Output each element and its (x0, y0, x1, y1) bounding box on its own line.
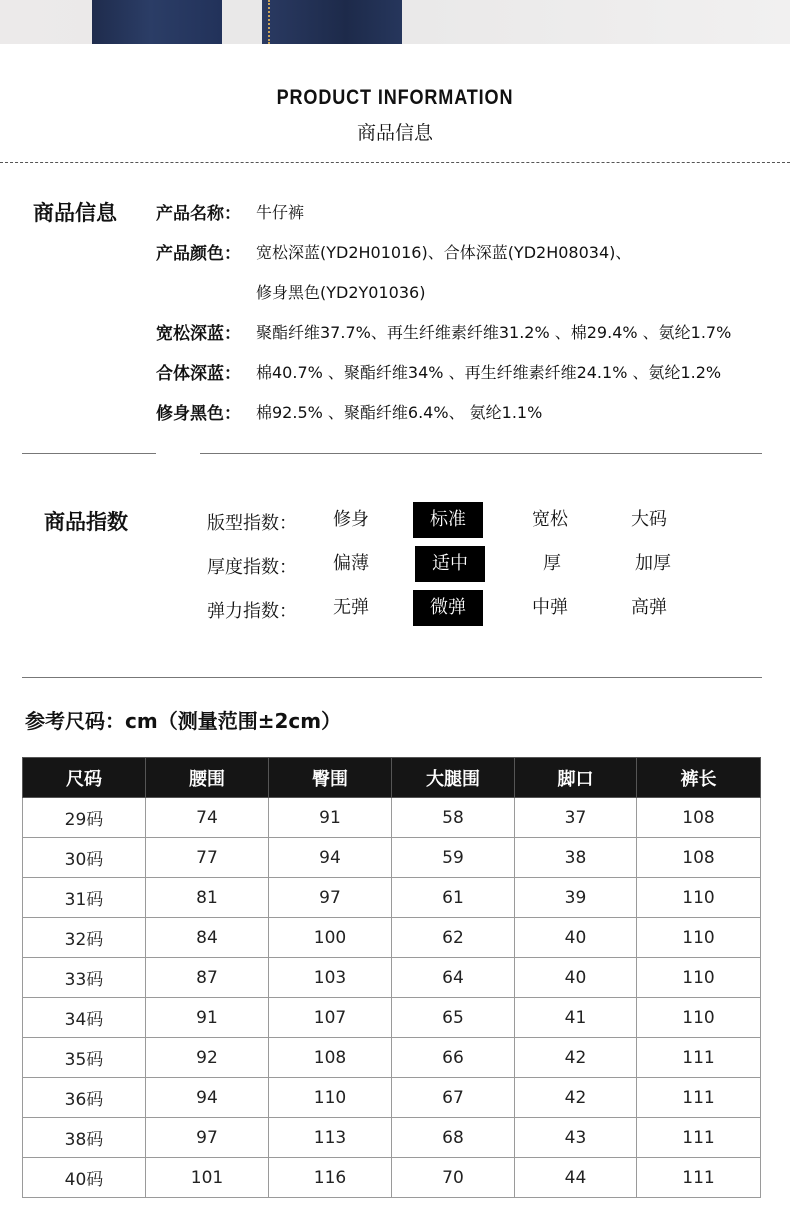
table-cell-waist: 94 (146, 1078, 269, 1118)
index-option-stretch-none: 无弹 (333, 597, 369, 618)
jeans-seam (268, 0, 272, 44)
section-divider-left (22, 453, 156, 454)
info-label-fit-blue: 合体深蓝： (156, 364, 241, 384)
table-cell-length: 110 (637, 958, 761, 998)
table-cell-hip: 107 (269, 998, 392, 1038)
index-label-stretch: 弹力指数： (207, 601, 297, 622)
index-option-stretch-high: 高弹 (631, 597, 667, 618)
table-cell-size: 30码 (23, 838, 146, 878)
table-cell-size: 29码 (23, 798, 146, 838)
table-cell-size: 38码 (23, 1118, 146, 1158)
table-cell-thigh: 58 (392, 798, 515, 838)
index-option-thickness-medium-selected: 适中 (415, 546, 485, 582)
table-cell-waist: 91 (146, 998, 269, 1038)
table-cell-length: 111 (637, 1158, 761, 1198)
table-row (23, 878, 761, 918)
table-cell-hem: 40 (515, 958, 637, 998)
table-cell-size: 34码 (23, 998, 146, 1038)
table-cell-hem: 44 (515, 1158, 637, 1198)
info-value-color-cont: 修身黑色(YD2Y01036) (256, 283, 426, 302)
table-cell-thigh: 66 (392, 1038, 515, 1078)
index-option-fit-loose: 宽松 (532, 509, 568, 530)
table-row (23, 1078, 761, 1118)
table-cell-waist: 87 (146, 958, 269, 998)
column-header-hip: 臀围 (269, 758, 392, 798)
table-cell-hem: 41 (515, 998, 637, 1038)
table-cell-hem: 42 (515, 1038, 637, 1078)
table-cell-length: 108 (637, 838, 761, 878)
table-row (23, 1158, 761, 1198)
table-row (23, 1038, 761, 1078)
info-label-name: 产品名称： (156, 204, 241, 224)
table-cell-hip: 116 (269, 1158, 392, 1198)
table-row (23, 838, 761, 878)
table-cell-hem: 39 (515, 878, 637, 918)
info-label-loose-blue: 宽松深蓝： (156, 324, 241, 344)
table-cell-thigh: 64 (392, 958, 515, 998)
table-cell-size: 33码 (23, 958, 146, 998)
table-cell-thigh: 70 (392, 1158, 515, 1198)
table-cell-hem: 43 (515, 1118, 637, 1158)
table-cell-length: 110 (637, 918, 761, 958)
table-cell-length: 110 (637, 998, 761, 1038)
column-header-waist: 腰围 (146, 758, 269, 798)
info-label-color: 产品颜色： (156, 244, 241, 264)
table-cell-size: 31码 (23, 878, 146, 918)
table-cell-waist: 74 (146, 798, 269, 838)
table-cell-waist: 84 (146, 918, 269, 958)
section-divider-full (22, 677, 762, 678)
table-cell-length: 110 (637, 878, 761, 918)
size-table (22, 757, 761, 1198)
table-cell-hem: 38 (515, 838, 637, 878)
table-cell-waist: 81 (146, 878, 269, 918)
section-divider-right (200, 453, 762, 454)
table-cell-hem: 42 (515, 1078, 637, 1118)
table-cell-hip: 94 (269, 838, 392, 878)
table-row (23, 1118, 761, 1158)
table-cell-length: 111 (637, 1078, 761, 1118)
info-value-color: 宽松深蓝(YD2H01016)、合体深蓝(YD2H08034)、 (256, 243, 632, 262)
index-option-fit-standard-selected: 标准 (413, 502, 483, 538)
table-cell-size: 32码 (23, 918, 146, 958)
table-cell-size: 36码 (23, 1078, 146, 1118)
column-header-thigh: 大腿围 (392, 758, 515, 798)
product-index-heading: 商品指数 (44, 510, 128, 534)
table-row (23, 998, 761, 1038)
table-cell-length: 111 (637, 1038, 761, 1078)
product-info-heading: 商品信息 (33, 201, 117, 225)
table-row (23, 918, 761, 958)
product-photo (0, 0, 790, 44)
table-cell-hip: 108 (269, 1038, 392, 1078)
info-value-fit-blue: 棉40.7% 、聚酯纤维34% 、再生纤维素纤维24.1% 、氨纶1.2% (256, 363, 722, 382)
jeans-leg-left (92, 0, 222, 44)
jeans-leg-right (262, 0, 402, 44)
table-cell-thigh: 68 (392, 1118, 515, 1158)
page-title-en: PRODUCT INFORMATION (276, 86, 514, 109)
index-option-stretch-medium: 中弹 (532, 597, 568, 618)
index-option-thickness-thin: 偏薄 (333, 553, 369, 574)
index-option-stretch-slight-selected: 微弹 (413, 590, 483, 626)
index-option-fit-slim: 修身 (333, 509, 369, 530)
table-cell-waist: 101 (146, 1158, 269, 1198)
index-option-thickness-extra: 加厚 (635, 553, 671, 574)
table-header-row (23, 758, 761, 798)
table-cell-thigh: 67 (392, 1078, 515, 1118)
dashed-divider (0, 162, 790, 163)
table-cell-waist: 77 (146, 838, 269, 878)
column-header-hem: 脚口 (515, 758, 637, 798)
table-cell-hem: 40 (515, 918, 637, 958)
info-value-name: 牛仔裤 (256, 203, 305, 222)
table-row (23, 958, 761, 998)
index-label-thickness: 厚度指数： (207, 557, 297, 578)
table-cell-hip: 91 (269, 798, 392, 838)
size-chart-heading: 参考尺码：cm（测量范围±2cm） (25, 709, 342, 733)
info-value-slim-black: 棉92.5% 、聚酯纤维6.4%、 氨纶1.1% (256, 403, 543, 422)
column-header-length: 裤长 (637, 758, 761, 798)
table-cell-length: 111 (637, 1118, 761, 1158)
table-cell-waist: 92 (146, 1038, 269, 1078)
table-cell-thigh: 62 (392, 918, 515, 958)
info-value-loose-blue: 聚酯纤维37.7%、再生纤维素纤维31.2% 、棉29.4% 、氨纶1.7% (256, 323, 732, 342)
page-title-cn: 商品信息 (356, 122, 433, 144)
index-option-thickness-thick: 厚 (543, 553, 561, 574)
table-cell-size: 40码 (23, 1158, 146, 1198)
table-cell-hip: 100 (269, 918, 392, 958)
column-header-size: 尺码 (23, 758, 146, 798)
table-cell-hip: 113 (269, 1118, 392, 1158)
table-cell-hip: 97 (269, 878, 392, 918)
table-cell-hem: 37 (515, 798, 637, 838)
index-label-fit: 版型指数： (207, 513, 297, 534)
table-cell-thigh: 61 (392, 878, 515, 918)
table-cell-length: 108 (637, 798, 761, 838)
info-label-slim-black: 修身黑色： (156, 404, 241, 424)
table-cell-hip: 110 (269, 1078, 392, 1118)
table-row (23, 798, 761, 838)
table-cell-size: 35码 (23, 1038, 146, 1078)
table-cell-thigh: 59 (392, 838, 515, 878)
table-cell-hip: 103 (269, 958, 392, 998)
table-cell-thigh: 65 (392, 998, 515, 1038)
index-option-fit-plus: 大码 (631, 509, 667, 530)
table-cell-waist: 97 (146, 1118, 269, 1158)
